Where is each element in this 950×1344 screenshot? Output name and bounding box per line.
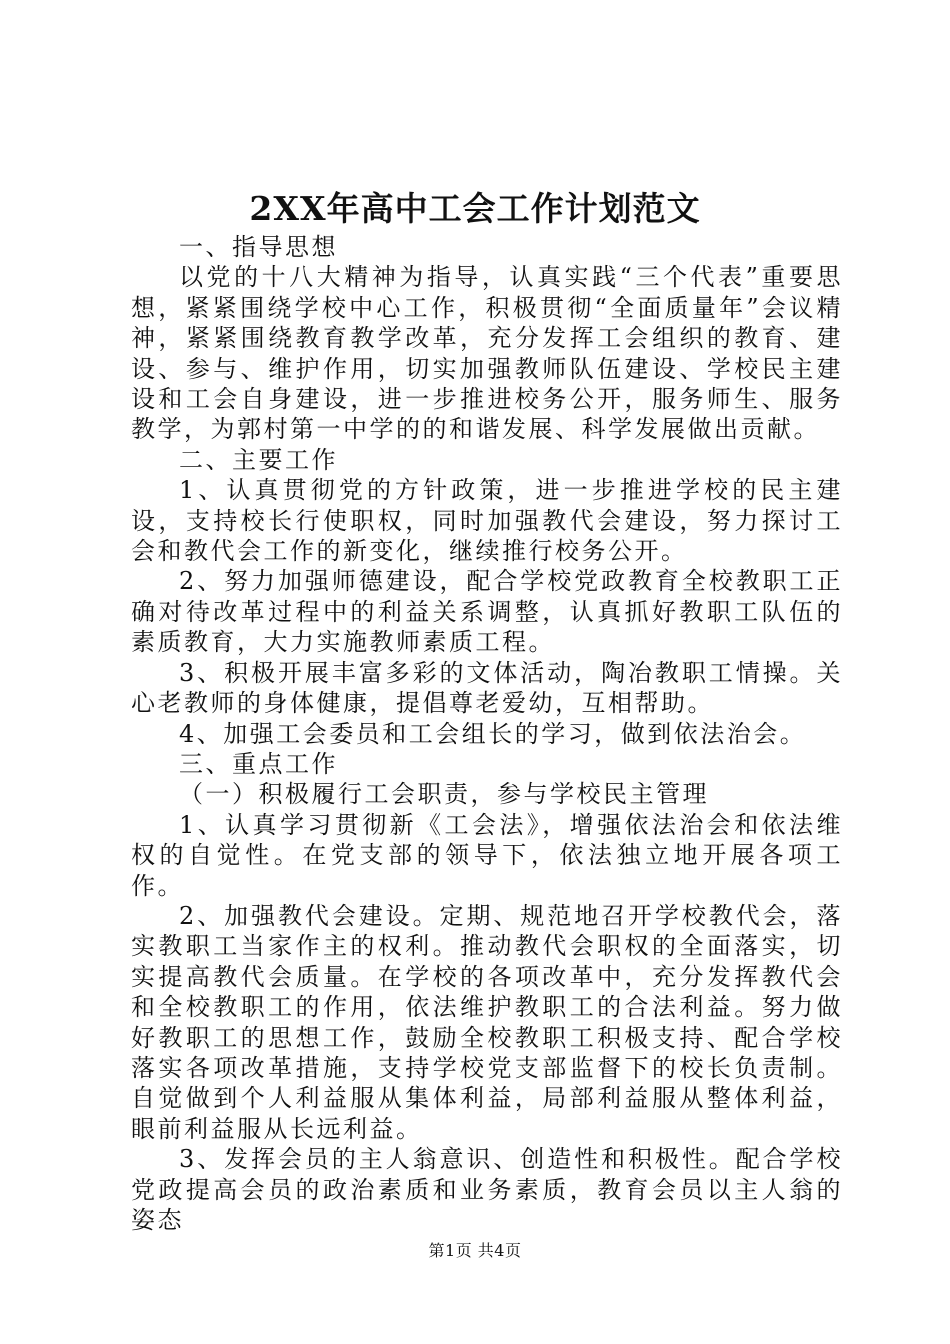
paragraph-main-work-2: 2、努力加强师德建设，配合学校党政教育全校教职工正确对待改革过程中的利益关系调整，认真抓好教职工队伍的素质教育，大力实施教师素质工程。 <box>131 567 843 657</box>
paragraph-key-work-3: 3、发挥会员的主人翁意识、创造性和积极性。配合学校党政提高会员的政治素质和业务素质，教育会员以主人翁的姿态 <box>131 1145 843 1234</box>
document-body <box>131 232 843 1235</box>
page-footer: 第1页 共4页 <box>428 1241 522 1260</box>
paragraph-main-work-3: 3、积极开展丰富多彩的文体活动，陶冶教职工情操。关心老教师的身体健康，提倡尊老爱幼，互相帮助。 <box>131 658 843 718</box>
section-heading-guiding-ideology: 一、指导思想 <box>179 233 338 261</box>
paragraph-main-work-4: 4、加强工会委员和工会组长的学习，做到依法治会。 <box>179 719 807 748</box>
section-heading-main-work: 二、主要工作 <box>179 445 338 474</box>
paragraph-key-work-2: 2、加强教代会建设。定期、规范地召开学校教代会，落实教职工当家作主的权利。推动教代会职权的全面落实，切实提高教代会质量。在学校的各项改革中，充分发挥教代会和全校教职工的作用，依法维护教职工的合法利益。努力做好教职工的思想工作，鼓励全校教职工积极支持、配合学校落实各项改革措施，支持学校党支部监督下的校长负责制。自觉做到个人利益服从集体利益，局部利益服从整体利益，眼前利益服从长远利益。 <box>131 901 843 1143</box>
paragraph-guiding-ideology: 以党的十八大精神为指导，认真实践“三个代表”重要思想，紧紧围绕学校中心工作，积极贯彻“全面质量年”会议精神，紧紧围绕教育教学改革，充分发挥工会组织的教育、建设、参与、维护作用，切实加强教师队伍建设、学校民主建设和工会自身建设，进一步推进校务公开，服务师生、服务教学，为郭村第一中学的的和谐发展、科学发展做出贡献。 <box>131 263 843 444</box>
subsection-heading-union-duties: （一）积极履行工会职责，参与学校民主管理 <box>179 780 709 809</box>
paragraph-main-work-1: 1、认真贯彻党的方针政策，进一步推进学校的民主建设，支持校长行使职权，同时加强教代会建设，努力探讨工会和教代会工作的新变化，继续推行校务公开。 <box>131 476 843 566</box>
paragraph-key-work-1: 1、认真学习贯彻新《工会法》，增强依法治会和依法维权的自觉性。在党支部的领导下，依法独立地开展各项工作。 <box>131 810 843 900</box>
section-heading-key-work: 三、重点工作 <box>179 749 338 778</box>
document-title: 2XX年高中工会工作计划范文 <box>249 189 701 228</box>
